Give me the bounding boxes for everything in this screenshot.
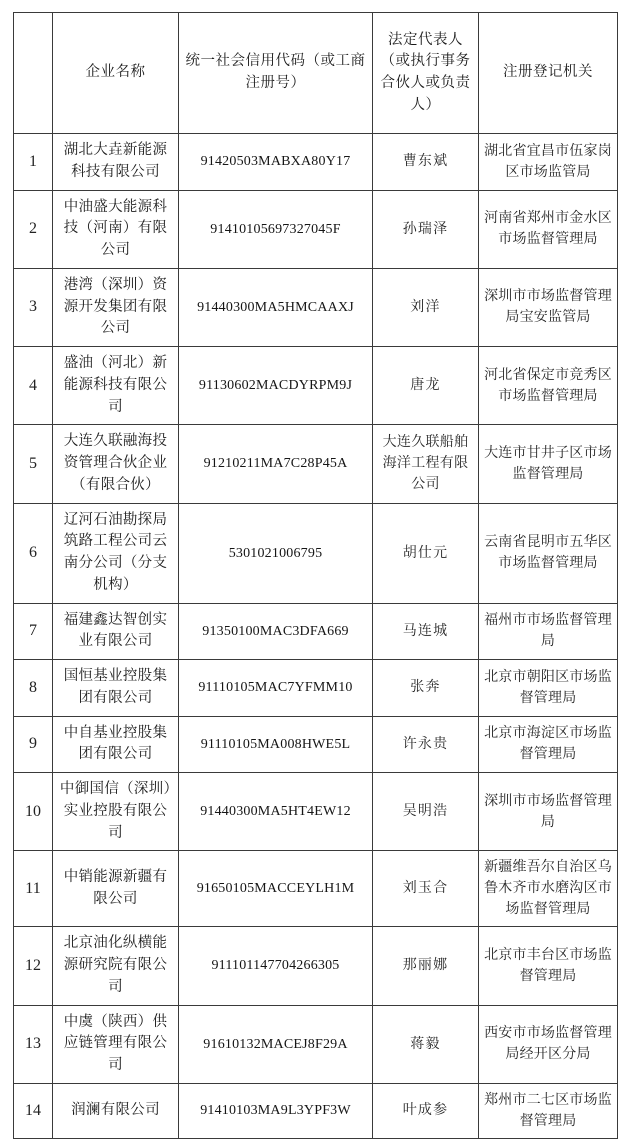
cell-registration-authority: 深圳市市场监督管理局 <box>479 773 618 851</box>
cell-index: 3 <box>14 268 53 346</box>
cell-legal-representative: 刘玉合 <box>373 851 479 927</box>
cell-legal-representative: 曹东斌 <box>373 134 479 191</box>
cell-credit-code: 91350100MAC3DFA669 <box>179 603 373 660</box>
cell-registration-authority: 新疆维吾尔自治区乌鲁木齐市水磨沟区市场监督管理局 <box>479 851 618 927</box>
cell-registration-authority: 福州市市场监督管理局 <box>479 603 618 660</box>
cell-credit-code: 91650105MACCEYLH1M <box>179 851 373 927</box>
cell-registration-authority: 郑州市二七区市场监督管理局 <box>479 1083 618 1138</box>
table-header <box>14 13 618 134</box>
cell-enterprise-name: 中自基业控股集团有限公司 <box>53 716 179 773</box>
cell-registration-authority: 大连市甘井子区市场监督管理局 <box>479 425 618 503</box>
cell-legal-representative: 许永贵 <box>373 716 479 773</box>
cell-credit-code: 91410103MA9L3YPF3W <box>179 1083 373 1138</box>
cell-enterprise-name: 盛油（河北）新能源科技有限公司 <box>53 347 179 425</box>
cell-index: 11 <box>14 851 53 927</box>
cell-credit-code: 91110105MAC7YFMM10 <box>179 660 373 717</box>
cell-index: 8 <box>14 660 53 717</box>
table-body <box>14 134 618 1139</box>
cell-legal-representative: 大连久联船舶海洋工程有限公司 <box>373 425 479 503</box>
table-row <box>14 773 618 851</box>
table-row <box>14 1005 618 1083</box>
cell-credit-code: 91110105MA008HWE5L <box>179 716 373 773</box>
cell-credit-code: 91440300MA5HT4EW12 <box>179 773 373 851</box>
cell-legal-representative: 张奔 <box>373 660 479 717</box>
cell-legal-representative: 那丽娜 <box>373 927 479 1005</box>
table-row <box>14 603 618 660</box>
cell-enterprise-name: 中御国信（深圳）实业控股有限公司 <box>53 773 179 851</box>
cell-legal-representative: 蒋毅 <box>373 1005 479 1083</box>
cell-credit-code: 91410105697327045F <box>179 190 373 268</box>
table-row <box>14 425 618 503</box>
enterprise-registration-table <box>13 12 618 1139</box>
table-row <box>14 347 618 425</box>
cell-legal-representative: 吴明浩 <box>373 773 479 851</box>
cell-credit-code: 91130602MACDYRPM9J <box>179 347 373 425</box>
cell-index: 12 <box>14 927 53 1005</box>
cell-index: 6 <box>14 503 53 603</box>
cell-index: 2 <box>14 190 53 268</box>
cell-registration-authority: 西安市市场监督管理局经开区分局 <box>479 1005 618 1083</box>
table-row <box>14 190 618 268</box>
table-row <box>14 660 618 717</box>
cell-enterprise-name: 国恒基业控股集团有限公司 <box>53 660 179 717</box>
table-row <box>14 927 618 1005</box>
table-header-row <box>14 13 618 134</box>
cell-registration-authority: 河北省保定市竞秀区市场监督管理局 <box>479 347 618 425</box>
cell-enterprise-name: 北京油化纵横能源研究院有限公司 <box>53 927 179 1005</box>
cell-registration-authority: 北京市丰台区市场监督管理局 <box>479 927 618 1005</box>
column-header-index <box>14 13 53 134</box>
cell-registration-authority: 深圳市市场监督管理局宝安监管局 <box>479 268 618 346</box>
cell-index: 1 <box>14 134 53 191</box>
cell-credit-code: 91210211MA7C28P45A <box>179 425 373 503</box>
table-row <box>14 503 618 603</box>
cell-enterprise-name: 润澜有限公司 <box>53 1083 179 1138</box>
cell-index: 7 <box>14 603 53 660</box>
cell-registration-authority: 北京市朝阳区市场监督管理局 <box>479 660 618 717</box>
cell-legal-representative: 孙瑞泽 <box>373 190 479 268</box>
table-row <box>14 1083 618 1138</box>
column-header-enterprise-name: 企业名称 <box>53 13 179 134</box>
cell-index: 4 <box>14 347 53 425</box>
cell-credit-code: 91610132MACEJ8F29A <box>179 1005 373 1083</box>
cell-enterprise-name: 中虞（陕西）供应链管理有限公司 <box>53 1005 179 1083</box>
cell-credit-code: 5301021006795 <box>179 503 373 603</box>
cell-registration-authority: 河南省郑州市金水区市场监督管理局 <box>479 190 618 268</box>
cell-legal-representative: 胡仕元 <box>373 503 479 603</box>
cell-enterprise-name: 福建鑫达智创实业有限公司 <box>53 603 179 660</box>
table-row <box>14 716 618 773</box>
cell-credit-code: 91440300MA5HMCAAXJ <box>179 268 373 346</box>
cell-enterprise-name: 港湾（深圳）资源开发集团有限公司 <box>53 268 179 346</box>
cell-index: 9 <box>14 716 53 773</box>
cell-index: 5 <box>14 425 53 503</box>
cell-index: 13 <box>14 1005 53 1083</box>
cell-enterprise-name: 辽河石油勘探局筑路工程公司云南分公司（分支机构） <box>53 503 179 603</box>
cell-legal-representative: 叶成参 <box>373 1083 479 1138</box>
cell-index: 14 <box>14 1083 53 1138</box>
table-row <box>14 134 618 191</box>
cell-registration-authority: 北京市海淀区市场监督管理局 <box>479 716 618 773</box>
table-row <box>14 851 618 927</box>
table-row <box>14 268 618 346</box>
cell-legal-representative: 唐龙 <box>373 347 479 425</box>
cell-credit-code: 911101147704266305 <box>179 927 373 1005</box>
cell-legal-representative: 刘洋 <box>373 268 479 346</box>
cell-legal-representative: 马连城 <box>373 603 479 660</box>
cell-enterprise-name: 中销能源新疆有限公司 <box>53 851 179 927</box>
column-header-credit-code: 统一社会信用代码（或工商注册号） <box>179 13 373 134</box>
cell-credit-code: 91420503MABXA80Y17 <box>179 134 373 191</box>
cell-index: 10 <box>14 773 53 851</box>
cell-enterprise-name: 湖北大垚新能源科技有限公司 <box>53 134 179 191</box>
cell-registration-authority: 云南省昆明市五华区市场监督管理局 <box>479 503 618 603</box>
cell-registration-authority: 湖北省宜昌市伍家岗区市场监管局 <box>479 134 618 191</box>
column-header-registration-authority: 注册登记机关 <box>479 13 618 134</box>
cell-enterprise-name: 中油盛大能源科技（河南）有限公司 <box>53 190 179 268</box>
cell-enterprise-name: 大连久联融海投资管理合伙企业（有限合伙） <box>53 425 179 503</box>
column-header-legal-representative: 法定代表人（或执行事务合伙人或负责人） <box>373 13 479 134</box>
